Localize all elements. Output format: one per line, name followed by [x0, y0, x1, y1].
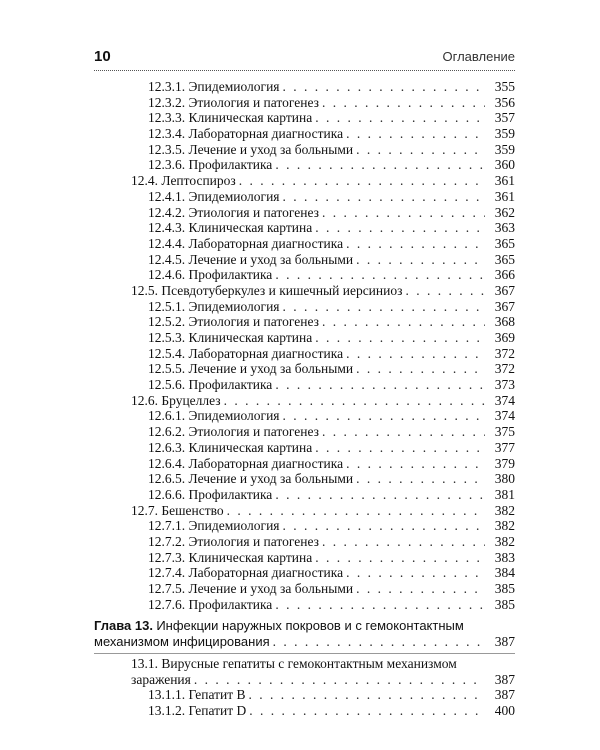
toc-entry[interactable]: [94, 283, 515, 299]
toc-entry-label: 12.6.3. Клиническая картина: [148, 439, 313, 455]
toc-entry-page: 375: [494, 424, 515, 440]
toc-entry-page: 363: [494, 220, 515, 236]
section-13-1-line1: 13.1. Вирусные гепатиты с гемоконтактным механизмом: [131, 656, 457, 672]
chapter-prefix: Глава 13.: [94, 618, 153, 634]
toc-entry-label: 12.6. Бруцеллез: [131, 392, 221, 408]
toc-entry-page: 355: [494, 79, 515, 94]
chapter-title-line1: Инфекции наружных покровов и с гемоконтактным: [156, 618, 464, 634]
leader-dots: [405, 283, 485, 299]
toc-entry[interactable]: [94, 518, 515, 534]
toc-entry-label: 12.4.4. Лабораторная диагностика: [148, 235, 344, 251]
toc-entry-label: 12.6.4. Лабораторная диагностика: [148, 455, 344, 471]
toc-entry-label: 12.7.4. Лабораторная диагностика: [148, 565, 344, 581]
section-13-1-page: 387: [494, 671, 515, 687]
toc-entry[interactable]: [94, 267, 515, 283]
leader-dots: [315, 110, 485, 126]
toc-entry-label: 12.4.5. Лечение и уход за больными: [148, 251, 354, 267]
leader-dots: [275, 157, 485, 173]
toc-tail-list: [94, 687, 515, 718]
leader-dots: [322, 314, 485, 330]
toc-entry-page: 362: [494, 204, 515, 220]
section-13-1-line2: заражения: [131, 671, 191, 687]
toc-entry-label: 12.6.2. Этиология и патогенез: [148, 424, 319, 440]
toc-entry-page: 361: [494, 188, 515, 204]
leader-dots: [275, 267, 485, 283]
leader-dots: [283, 299, 485, 315]
toc-entry-label: 12.3.5. Лечение и уход за больными: [148, 141, 354, 157]
toc-entry-label: 12.6.1. Эпидемиология: [148, 408, 280, 424]
leader-dots: [315, 330, 485, 346]
toc-entry[interactable]: [94, 703, 515, 719]
toc-entry[interactable]: [94, 361, 515, 377]
toc-entry-page: 382: [494, 518, 515, 534]
toc-entry-label: 12.7.1. Эпидемиология: [148, 518, 280, 534]
toc-entry-label: 12.3.6. Профилактика: [148, 157, 273, 173]
page-header: [94, 48, 515, 71]
toc-entry-page: 374: [494, 408, 515, 424]
leader-dots: [346, 456, 485, 472]
toc-entry-label: 12.5.1. Эпидемиология: [148, 298, 280, 314]
toc-entry-page: 380: [494, 471, 515, 487]
toc-entry-page: 382: [494, 502, 515, 518]
leader-dots: [275, 377, 485, 393]
toc-entry[interactable]: [94, 424, 515, 440]
toc-entry-page: 359: [494, 126, 515, 142]
toc-entry-page: 359: [494, 141, 515, 157]
toc-entry-label: 12.3.2. Этиология и патогенез: [148, 94, 319, 110]
leader-dots: [239, 173, 485, 189]
section-13-1-entry[interactable]: [94, 656, 515, 687]
toc-entry[interactable]: [94, 581, 515, 597]
toc-entry[interactable]: [94, 314, 515, 330]
toc-entry[interactable]: [94, 377, 515, 393]
toc-entry-page: 366: [494, 267, 515, 283]
leader-dots: [356, 142, 485, 158]
toc-entry-page: 357: [494, 110, 515, 126]
toc-entry[interactable]: [94, 440, 515, 456]
toc-entry-page: 365: [494, 235, 515, 251]
toc-entry-page: 367: [494, 282, 515, 298]
toc-entry-label: 12.4.3. Клиническая картина: [148, 220, 313, 236]
toc-entry-page: 382: [494, 533, 515, 549]
leader-dots: [322, 205, 485, 221]
leader-dots: [283, 79, 485, 95]
toc-entry-label: 12.5.3. Клиническая картина: [148, 330, 313, 345]
leader-dots: [356, 581, 485, 597]
toc-entry-page: 360: [494, 157, 515, 173]
leader-dots: [194, 672, 485, 688]
toc-entry-label: 12.7. Бешенство: [131, 502, 224, 518]
toc-entry-label: 12.5.5. Лечение и уход за больными: [148, 361, 354, 377]
toc-entry[interactable]: [94, 205, 515, 221]
toc-entry-page: 384: [494, 565, 515, 581]
toc-entry[interactable]: [94, 79, 515, 95]
leader-dots: [346, 236, 485, 252]
toc-entry-label: 12.3.1. Эпидемиология: [148, 79, 280, 94]
chapter-13-entry[interactable]: [94, 618, 515, 650]
leader-dots: [356, 361, 485, 377]
toc-entry-label: 12.5. Псевдотуберкулез и кишечный иерсиниоз: [131, 282, 403, 298]
toc-entry[interactable]: [94, 236, 515, 252]
leader-dots: [275, 597, 485, 613]
toc-entry[interactable]: [94, 687, 515, 703]
leader-dots: [315, 440, 485, 456]
leader-dots: [283, 408, 485, 424]
toc-entry[interactable]: [94, 456, 515, 472]
leader-dots: [356, 252, 485, 268]
toc-entry-page: 372: [494, 361, 515, 377]
toc-entry[interactable]: [94, 408, 515, 424]
toc-entry-page: 379: [494, 455, 515, 471]
leader-dots: [227, 503, 485, 519]
toc-entry-label: 12.7.6. Профилактика: [148, 596, 273, 612]
toc-entry-label: 12.6.5. Лечение и уход за больными: [148, 471, 354, 487]
leader-dots: [315, 550, 485, 566]
toc-entry[interactable]: [94, 503, 515, 519]
leader-dots: [283, 518, 485, 534]
toc-entry-page: 377: [494, 439, 515, 455]
toc-entry[interactable]: [94, 330, 515, 346]
toc-entry[interactable]: [94, 110, 515, 126]
toc-entry-page: 400: [494, 703, 515, 719]
toc-entry[interactable]: [94, 471, 515, 487]
toc-entry-label: 12.3.4. Лабораторная диагностика: [148, 126, 344, 142]
leader-dots: [283, 189, 485, 205]
toc-entry-label: 12.4.6. Профилактика: [148, 267, 273, 283]
divider: [94, 653, 515, 654]
leader-dots: [273, 634, 485, 650]
toc-entry-label: 12.5.2. Этиология и патогенез: [148, 314, 319, 330]
toc-entry-page: 361: [494, 173, 515, 189]
toc-entry[interactable]: [94, 173, 515, 189]
leader-dots: [346, 346, 485, 362]
toc-entry[interactable]: [94, 393, 515, 409]
chapter-page-number: 387: [494, 634, 515, 650]
toc-entry-label: 12.7.3. Клиническая картина: [148, 549, 313, 565]
toc-entry[interactable]: [94, 550, 515, 566]
leader-dots: [322, 534, 485, 550]
toc-entry[interactable]: [94, 346, 515, 362]
toc-entry[interactable]: [94, 565, 515, 581]
running-title: Оглавление: [442, 49, 515, 64]
toc-entry-page: 373: [494, 377, 515, 393]
toc-entry-label: 12.7.2. Этиология и патогенез: [148, 533, 319, 549]
toc-entry[interactable]: [94, 157, 515, 173]
toc-entry-label: 12.3.3. Клиническая картина: [148, 110, 313, 126]
toc-entry-label: 12.7.5. Лечение и уход за больными: [148, 581, 354, 596]
leader-dots: [322, 424, 485, 440]
toc-entry[interactable]: [94, 597, 515, 613]
toc-entry-page: 383: [494, 549, 515, 565]
leader-dots: [249, 687, 485, 703]
toc-entry-page: 385: [494, 596, 515, 612]
toc-entry-page: 369: [494, 330, 515, 345]
toc-entry-label: 12.5.6. Профилактика: [148, 377, 273, 393]
leader-dots: [249, 703, 485, 719]
toc-entry[interactable]: [94, 220, 515, 236]
leader-dots: [315, 220, 485, 236]
toc-entry-label: 12.4.2. Этиология и патогенез: [148, 204, 319, 220]
toc-entry-label: 12.4.1. Эпидемиология: [148, 188, 280, 204]
leader-dots: [346, 565, 485, 581]
toc-entry-page: 365: [494, 251, 515, 267]
toc-entry-label: 12.4. Лептоспироз: [131, 173, 236, 189]
toc-entry[interactable]: [94, 95, 515, 111]
leader-dots: [346, 126, 485, 142]
toc-entry[interactable]: [94, 252, 515, 268]
chapter-title-line2: механизмом инфицирования: [94, 634, 270, 650]
toc-list: [94, 79, 515, 612]
toc-entry-page: 385: [494, 581, 515, 596]
toc-entry-page: 374: [494, 392, 515, 408]
toc-entry-page: 387: [494, 687, 515, 703]
table-of-contents: [94, 79, 515, 719]
toc-entry[interactable]: [94, 534, 515, 550]
toc-entry-page: 356: [494, 94, 515, 110]
leader-dots: [356, 471, 485, 487]
toc-entry[interactable]: [94, 126, 515, 142]
toc-entry[interactable]: [94, 299, 515, 315]
toc-entry-page: 381: [494, 486, 515, 502]
toc-entry-label: 13.1.1. Гепатит B: [148, 687, 246, 703]
toc-entry-page: 367: [494, 298, 515, 314]
leader-dots: [322, 95, 485, 111]
page-number: 10: [94, 48, 111, 65]
toc-entry-page: 372: [494, 345, 515, 361]
toc-entry-label: 12.5.4. Лабораторная диагностика: [148, 345, 344, 361]
leader-dots: [224, 393, 485, 409]
toc-entry-label: 13.1.2. Гепатит D: [148, 703, 247, 719]
toc-entry-page: 368: [494, 314, 515, 330]
toc-entry[interactable]: [94, 487, 515, 503]
toc-entry[interactable]: [94, 142, 515, 158]
leader-dots: [275, 487, 485, 503]
toc-entry-label: 12.6.6. Профилактика: [148, 486, 273, 502]
toc-entry[interactable]: [94, 189, 515, 205]
